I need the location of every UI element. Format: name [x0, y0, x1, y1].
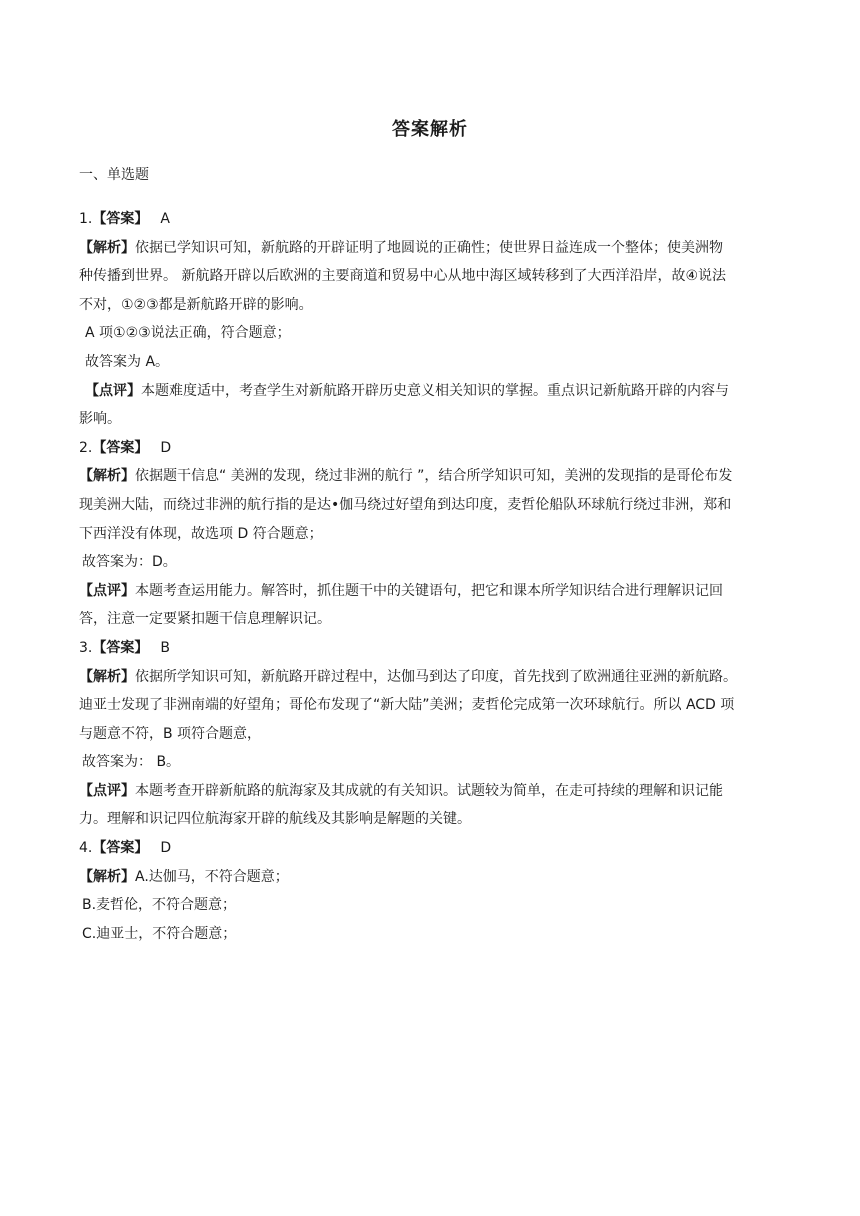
q3-review-line-1 [79, 777, 791, 806]
q4-option-c: C.迪亚士，不符合题意； [82, 925, 237, 942]
q2-conclusion: 故答案为：D。 [82, 554, 177, 571]
q4-number: 4. [79, 840, 93, 857]
q2-number: 2. [79, 439, 93, 456]
q1-review-line-1 [79, 377, 791, 406]
q2-answer-tag: 【答案】 [92, 439, 149, 456]
q2-analysis-tag: 【解析】 [79, 468, 135, 485]
q4-analysis-tag: 【解析】 [79, 868, 135, 885]
q2-review-tag: 【点评】 [79, 582, 135, 599]
q1-answer-tag: 【答案】 [92, 211, 149, 227]
q3-analysis-line-3: 与题意不符，B 项符合题意， [79, 725, 262, 742]
q3-analysis-line-2: 迪亚士发现了非洲南端的好望角；哥伦布发现了“新大陆”美洲；麦哲伦完成第一次环球航行。所以 ACD 项 [79, 697, 735, 714]
q2-analysis-line-3: 下西洋没有体现，故选项 D 符合题意； [79, 525, 323, 542]
q1-analysis-line-1 [79, 234, 791, 263]
q1-analysis-tag: 【解析】 [79, 239, 135, 256]
q2-answer-letter: D [160, 439, 172, 456]
q4-answer-line [79, 834, 791, 863]
q1-number: 1. [79, 211, 93, 227]
q1-analysis-text-1: 依据已学知识可知，新航路的开辟证明了地圆说的正确性；使世界日益连成一个整体；使美洲物 [135, 239, 723, 256]
q1-option-line: A 项①②③说法正确，符合题意； [85, 325, 291, 342]
q2-analysis-line-1 [79, 462, 791, 491]
q3-number: 3. [79, 639, 93, 656]
q3-answer-letter: B [160, 639, 170, 656]
q3-answer-line [79, 634, 791, 663]
answer-body [79, 205, 791, 948]
q2-review-text-1: 本题考查运用能力。解答时，抓住题干中的关键语句，把它和课本所学知识结合进行理解识记回 [135, 582, 723, 599]
q1-review-tag: 【点评】 [85, 382, 141, 399]
q2-answer-line [79, 434, 791, 463]
q2-review-line-2: 答，注意一定要紧扣题干信息理解识记。 [79, 611, 331, 628]
q4-answer-tag: 【答案】 [92, 840, 149, 857]
q1-review-text-1: 本题难度适中，考查学生对新航路开辟历史意义相关知识的掌握。重点识记新航路开辟的内容与 [141, 382, 729, 399]
section-heading: 一、单选题 [79, 167, 149, 183]
q3-answer-tag: 【答案】 [92, 639, 149, 656]
q2-review-line-1 [79, 577, 791, 606]
q3-conclusion: 故答案为： B。 [82, 754, 181, 771]
q1-conclusion: 故答案为 A。 [85, 353, 170, 370]
q2-analysis-line-2: 现美洲大陆，而绕过非洲的航行指的是达•伽马绕过好望角到达印度，麦哲伦船队环球航行绕过非洲，郑和 [79, 496, 732, 513]
q1-answer-line [79, 205, 791, 234]
q3-analysis-text-1: 依据所学知识可知，新航路开辟过程中，达伽马到达了印度，首先找到了欧洲通往亚洲的新航路。 [135, 668, 737, 685]
q4-answer-letter: D [160, 840, 172, 857]
q3-analysis-line-1 [79, 663, 791, 692]
page-title: 答案解析 [392, 119, 468, 140]
q1-answer-letter: A [160, 211, 170, 227]
q4-analysis-line-1 [79, 863, 791, 892]
q3-review-line-2: 力。理解和识记四位航海家开辟的航线及其影响是解题的关键。 [79, 811, 471, 828]
q3-review-text-1: 本题考查开辟新航路的航海家及其成就的有关知识。试题较为简单，在走可持续的理解和识记能 [135, 782, 723, 799]
q1-analysis-line-2: 种传播到世界。 新航路开辟以后欧洲的主要商道和贸易中心从地中海区域转移到了大西洋沿岸，故④说法 [79, 268, 726, 285]
q1-review-line-2: 影响。 [79, 411, 121, 428]
q4-option-b: B.麦哲伦，不符合题意； [82, 897, 237, 914]
q2-analysis-text-1: 依据题干信息“ 美洲的发现，绕过非洲的航行 ”，结合所学知识可知，美洲的发现指的是哥伦布发 [135, 468, 733, 485]
q1-analysis-line-3: 不对，①②③都是新航路开辟的影响。 [79, 296, 313, 313]
q3-review-tag: 【点评】 [79, 782, 135, 799]
q3-analysis-tag: 【解析】 [79, 668, 135, 685]
q4-analysis-text-1: A.达伽马，不符合题意； [135, 868, 289, 885]
